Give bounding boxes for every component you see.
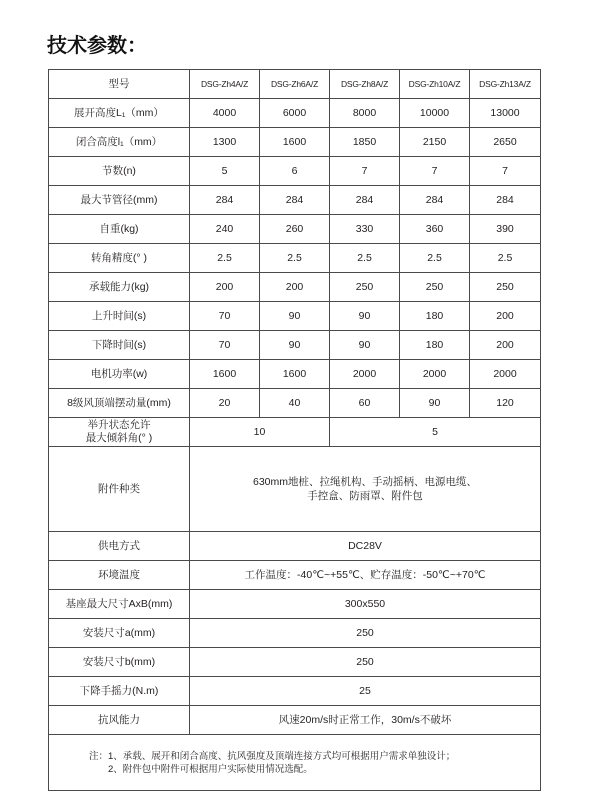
param-value: 284: [190, 186, 260, 215]
param-label: 节数(n): [49, 157, 190, 186]
spec-table: [48, 69, 541, 791]
param-value: 7: [400, 157, 470, 186]
param-value: 2.5: [260, 244, 330, 273]
model-name: DSG-Zh13A/Z: [470, 70, 541, 99]
row-motor-power: [49, 360, 541, 389]
param-label: 下降时间(s): [49, 331, 190, 360]
tilt-value: 10: [190, 418, 330, 447]
param-value: 260: [260, 215, 330, 244]
param-value: 2.5: [470, 244, 541, 273]
row-install-size-a: [49, 619, 541, 648]
accessories-label: 附件种类: [49, 447, 190, 532]
param-value: 250: [190, 619, 541, 648]
param-value: 工作温度：-40℃~+55℃、贮存温度：-50℃~+70℃: [190, 561, 541, 590]
param-value: 1600: [190, 360, 260, 389]
note-item: 2、附件包中附件可根据用户实际使用情况选配。: [108, 764, 313, 775]
param-value: 70: [190, 331, 260, 360]
param-label: 转角精度(° ): [49, 244, 190, 273]
notes-list: [108, 750, 455, 776]
row-accessories: [49, 447, 541, 532]
param-label: 供电方式: [49, 532, 190, 561]
param-value: 90: [330, 331, 400, 360]
param-label: 下降手摇力(N.m): [49, 677, 190, 706]
row-hand-crank-force: [49, 677, 541, 706]
row-rise-time: [49, 302, 541, 331]
param-label: 闭合高度l₁（mm）: [49, 128, 190, 157]
param-value: 180: [400, 331, 470, 360]
param-label: 安装尺寸a(mm): [49, 619, 190, 648]
param-label: 最大节管径(mm): [49, 186, 190, 215]
param-value: 90: [330, 302, 400, 331]
tilt-label-line2: 最大倾斜角(° ): [85, 432, 153, 444]
param-value: 2000: [330, 360, 400, 389]
param-value: DC28V: [190, 532, 541, 561]
param-value: 6: [260, 157, 330, 186]
page-title: 技术参数：: [47, 33, 147, 57]
row-rotation-accuracy: [49, 244, 541, 273]
param-value: 360: [400, 215, 470, 244]
param-value: 1850: [330, 128, 400, 157]
tilt-label: [49, 418, 190, 447]
param-value: 300x550: [190, 590, 541, 619]
param-label: 环境温度: [49, 561, 190, 590]
param-value: 7: [330, 157, 400, 186]
param-value: 1600: [260, 360, 330, 389]
row-max-tilt: [49, 418, 541, 447]
accessories-line1: 630mm地桩、拉绳机构、手动摇柄、电源电缆、: [252, 476, 477, 488]
header-row: [49, 70, 541, 99]
row-closed-height: [49, 128, 541, 157]
param-value: 6000: [260, 99, 330, 128]
spec-table-body: [49, 70, 541, 791]
param-label: 自重(kg): [49, 215, 190, 244]
notes-prefix: 注：: [89, 751, 109, 762]
param-value: 8000: [330, 99, 400, 128]
notes-cell: [49, 735, 541, 791]
param-value: 284: [330, 186, 400, 215]
param-value: 284: [260, 186, 330, 215]
param-value: 2000: [470, 360, 541, 389]
param-value: 120: [470, 389, 541, 418]
param-label: 上升时间(s): [49, 302, 190, 331]
row-ambient-temperature: [49, 561, 541, 590]
notes: [89, 750, 540, 776]
param-value: 1600: [260, 128, 330, 157]
param-value: 13000: [470, 99, 541, 128]
param-value: 284: [470, 186, 541, 215]
param-value: 2650: [470, 128, 541, 157]
param-value: 330: [330, 215, 400, 244]
notes-row: [49, 735, 541, 791]
param-value: 2.5: [400, 244, 470, 273]
row-wind-resistance: [49, 706, 541, 735]
param-label: 抗风能力: [49, 706, 190, 735]
param-label: 展开高度L₁（mm）: [49, 99, 190, 128]
param-value: 180: [400, 302, 470, 331]
tilt-label-line1: 举升状态允许: [87, 419, 151, 431]
row-load-capacity: [49, 273, 541, 302]
param-value: 250: [470, 273, 541, 302]
model-name: DSG-Zh4A/Z: [190, 70, 260, 99]
param-value: 2150: [400, 128, 470, 157]
param-label: 基座最大尺寸AxB(mm): [49, 590, 190, 619]
param-value: 40: [260, 389, 330, 418]
row-top-sway: [49, 389, 541, 418]
param-value: 2.5: [330, 244, 400, 273]
row-power-supply: [49, 532, 541, 561]
row-base-size: [49, 590, 541, 619]
param-value: 5: [190, 157, 260, 186]
param-value: 90: [400, 389, 470, 418]
param-value: 200: [470, 302, 541, 331]
row-lower-time: [49, 331, 541, 360]
param-value: 90: [260, 302, 330, 331]
param-value: 4000: [190, 99, 260, 128]
model-name: DSG-Zh10A/Z: [400, 70, 470, 99]
param-value: 284: [400, 186, 470, 215]
param-value: 20: [190, 389, 260, 418]
param-value: 90: [260, 331, 330, 360]
param-value: 2.5: [190, 244, 260, 273]
param-value: 250: [330, 273, 400, 302]
param-value: 200: [190, 273, 260, 302]
param-value: 10000: [400, 99, 470, 128]
tilt-value: 5: [330, 418, 541, 447]
param-label: 安装尺寸b(mm): [49, 648, 190, 677]
param-value: 250: [190, 648, 541, 677]
param-value: 25: [190, 677, 541, 706]
row-install-size-b: [49, 648, 541, 677]
param-value: 240: [190, 215, 260, 244]
model-header-label: 型号: [49, 70, 190, 99]
row-max-tube-diameter: [49, 186, 541, 215]
note-item: 1、承载、展开和闭合高度、抗风强度及顶端连接方式均可根据用户需求单独设计；: [108, 751, 456, 762]
param-value: 200: [470, 331, 541, 360]
param-value: 250: [400, 273, 470, 302]
accessories-line2: 手控盒、防雨罩、附件包: [307, 490, 423, 502]
model-name: DSG-Zh6A/Z: [260, 70, 330, 99]
param-value: 风速20m/s时正常工作，30m/s不破坏: [190, 706, 541, 735]
row-extended-height: [49, 99, 541, 128]
param-value: 200: [260, 273, 330, 302]
param-value: 390: [470, 215, 541, 244]
param-value: 70: [190, 302, 260, 331]
accessories-value: [190, 447, 541, 532]
row-weight: [49, 215, 541, 244]
param-label: 电机功率(w): [49, 360, 190, 389]
param-value: 1300: [190, 128, 260, 157]
param-value: 7: [470, 157, 541, 186]
param-value: 60: [330, 389, 400, 418]
model-name: DSG-Zh8A/Z: [330, 70, 400, 99]
param-label: 承载能力(kg): [49, 273, 190, 302]
param-value: 2000: [400, 360, 470, 389]
param-label: 8级风顶端摆动量(mm): [49, 389, 190, 418]
row-section-count: [49, 157, 541, 186]
